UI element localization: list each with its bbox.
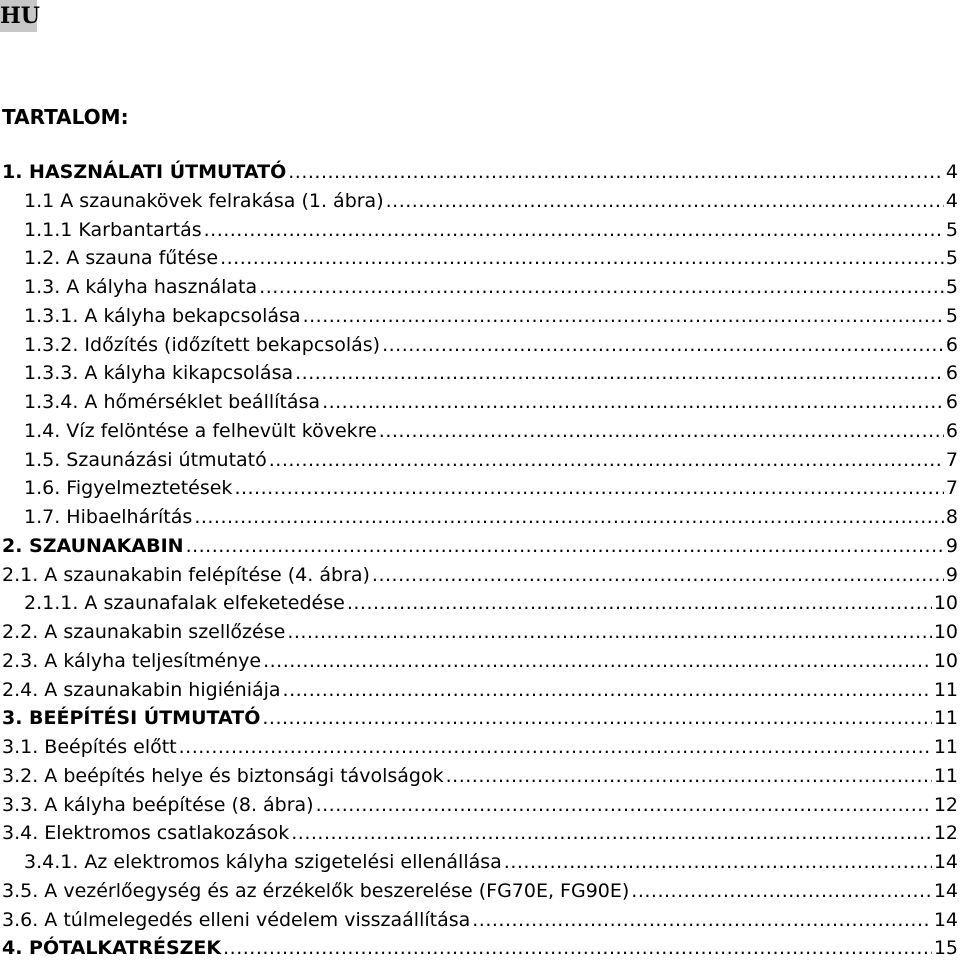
toc-entry-page: 6 — [945, 362, 958, 385]
toc-entry-page: 5 — [945, 247, 958, 270]
toc-entry-page: 4 — [945, 189, 958, 212]
toc-entry[interactable] — [0, 359, 958, 388]
toc-entry-title: 3.4.1. Az elektromos kályha szigetelési ellenállása — [24, 851, 502, 873]
toc-entry[interactable] — [0, 934, 958, 963]
toc-dot-leader — [263, 647, 932, 676]
toc-dot-leader — [262, 704, 931, 733]
toc-entry[interactable] — [0, 589, 958, 618]
toc-entry-title: 2.2. A szaunakabin szellőzése — [2, 621, 286, 643]
toc-entry-title: 2.1. A szaunakabin felépítése (4. ábra) — [2, 563, 370, 586]
toc-entry-title: 1.1 A szaunakövek felrakása (1. ábra) — [24, 189, 384, 212]
toc-entry[interactable] — [0, 618, 958, 647]
toc-entry[interactable] — [0, 676, 958, 705]
toc-entry-page: 6 — [945, 391, 958, 413]
toc-entry-title: 1.6. Figyelmeztetések — [24, 477, 233, 500]
toc-entry-title: 1.5. Szaunázási útmutató — [24, 448, 267, 471]
toc-entry[interactable] — [0, 733, 958, 762]
toc-entry-page: 7 — [945, 448, 958, 471]
toc-entry[interactable] — [0, 388, 958, 417]
toc-heading: TARTALOM: — [2, 105, 129, 129]
toc-dot-leader — [204, 216, 944, 245]
toc-entry-title: 1.7. Hibaelhárítás — [24, 506, 193, 528]
toc-dot-leader — [186, 532, 944, 561]
toc-entry[interactable] — [0, 187, 958, 216]
toc-entry-title: 2.3. A kályha teljesítménye — [2, 649, 262, 672]
toc-dot-leader — [259, 273, 944, 302]
toc-dot-leader — [223, 934, 932, 963]
toc-entry[interactable] — [0, 446, 958, 475]
toc-dot-leader — [347, 589, 932, 618]
toc-dot-leader — [631, 877, 932, 906]
toc-dot-leader — [379, 417, 944, 446]
toc-entry-page: 10 — [933, 649, 958, 672]
toc-entry[interactable] — [0, 762, 958, 791]
toc-entry-page: 5 — [945, 304, 958, 327]
toc-entry[interactable] — [0, 791, 958, 820]
toc-entry[interactable] — [0, 819, 958, 848]
toc-entry-title: 3.4. Elektromos csatlakozások — [2, 822, 290, 845]
toc-entry-title: 3.6. A túlmelegedés elleni védelem visszaállítása — [2, 908, 471, 931]
toc-entry-page: 12 — [933, 793, 958, 816]
toc-entry[interactable] — [0, 302, 958, 331]
toc-entry-page: 12 — [933, 822, 958, 845]
toc-entry-title: 1.1.1 Karbantartás — [24, 218, 202, 241]
toc-entry-title: 1.4. Víz felöntése a felhevült kövekre — [24, 419, 377, 442]
language-badge: HU — [0, 0, 37, 32]
toc-entry-title: 1.3.2. Időzítés (időzített bekapcsolás) — [24, 333, 381, 356]
toc-dot-leader — [386, 187, 944, 216]
toc-entry-title: 1.3.3. A kályha kikapcsolása — [24, 362, 294, 385]
toc-entry-page: 14 — [933, 879, 958, 902]
toc-entry-page: 11 — [933, 764, 958, 787]
toc-entry-title: 4. PÓTALKATRÉSZEK — [2, 937, 222, 960]
toc-entry-page: 14 — [933, 908, 958, 931]
toc-dot-leader — [303, 302, 944, 331]
toc-entry[interactable] — [0, 561, 958, 590]
toc-entry[interactable] — [0, 273, 958, 302]
toc-dot-leader — [291, 819, 932, 848]
toc-entry-page: 10 — [933, 621, 958, 643]
toc-dot-leader — [446, 762, 932, 791]
toc-dot-leader — [269, 446, 944, 475]
toc-entry-page: 8 — [945, 506, 958, 528]
toc-entry[interactable] — [0, 848, 958, 877]
toc-dot-leader — [504, 848, 932, 877]
toc-entry-page: 7 — [945, 477, 958, 500]
toc-entry[interactable] — [0, 244, 958, 273]
toc-entry[interactable] — [0, 158, 958, 187]
toc-entry-title: 1. HASZNÁLATI ÚTMUTATÓ — [2, 161, 287, 183]
toc-entry-title: 1.3.4. A hőmérséklet beállítása — [24, 391, 321, 413]
toc-entry-title: 3.3. A kályha beépítése (8. ábra) — [2, 793, 314, 816]
toc-dot-leader — [472, 906, 932, 935]
toc-entry-page: 5 — [945, 276, 958, 298]
toc-entry-title: 1.3. A kályha használata — [24, 276, 258, 298]
toc-dot-leader — [234, 474, 943, 503]
toc-dot-leader — [295, 359, 944, 388]
toc-dot-leader — [382, 331, 944, 360]
toc-entry-page: 9 — [945, 534, 958, 557]
toc-entry-page: 11 — [933, 678, 958, 701]
toc-entry-page: 6 — [945, 333, 958, 356]
toc-entry[interactable] — [0, 906, 958, 935]
toc-entry-page: 14 — [933, 851, 958, 873]
toc-entry-title: 2.4. A szaunakabin higiéniája — [2, 678, 281, 701]
toc-dot-leader — [372, 561, 944, 590]
toc-entry-page: 4 — [945, 161, 958, 183]
toc-entry[interactable] — [0, 331, 958, 360]
toc-entry[interactable] — [0, 216, 958, 245]
toc-entry[interactable] — [0, 647, 958, 676]
toc-entry-title: 1.2. A szauna fűtése — [24, 247, 219, 270]
toc-dot-leader — [194, 503, 944, 532]
toc-entry[interactable] — [0, 417, 958, 446]
toc-entry-page: 11 — [933, 707, 958, 730]
toc-entry-title: 2.1.1. A szaunafalak elfeketedése — [24, 592, 345, 615]
toc-dot-leader — [322, 388, 944, 417]
toc-entry-title: 3.5. A vezérlőegység és az érzékelők beszerelése (FG70E, FG90E) — [2, 879, 630, 902]
toc-entry[interactable] — [0, 474, 958, 503]
toc-dot-leader — [316, 791, 932, 820]
toc-dot-leader — [220, 244, 944, 273]
toc-entry-title: 3.2. A beépítés helye és biztonsági távolságok — [2, 764, 444, 787]
toc-dot-leader — [287, 618, 932, 647]
toc-entry[interactable] — [0, 503, 958, 532]
toc-entry-title: 3.1. Beépítés előtt — [2, 736, 177, 758]
toc-entry-page: 9 — [945, 563, 958, 586]
toc-entry-page: 5 — [945, 218, 958, 241]
table-of-contents — [0, 158, 958, 963]
toc-entry-title: 1.3.1. A kályha bekapcsolása — [24, 304, 301, 327]
toc-entry[interactable] — [0, 877, 958, 906]
toc-dot-leader — [283, 676, 932, 705]
toc-entry-title: 3. BEÉPÍTÉSI ÚTMUTATÓ — [2, 707, 261, 730]
toc-dot-leader — [288, 158, 944, 187]
toc-entry-title: 2. SZAUNAKABIN — [2, 534, 184, 557]
toc-entry-page: 10 — [933, 592, 958, 615]
toc-dot-leader — [179, 733, 932, 762]
toc-entry[interactable] — [0, 704, 958, 733]
toc-entry-page: 11 — [933, 736, 958, 758]
toc-entry-page: 15 — [933, 937, 958, 960]
toc-entry-page: 6 — [945, 419, 958, 442]
toc-entry[interactable] — [0, 532, 958, 561]
